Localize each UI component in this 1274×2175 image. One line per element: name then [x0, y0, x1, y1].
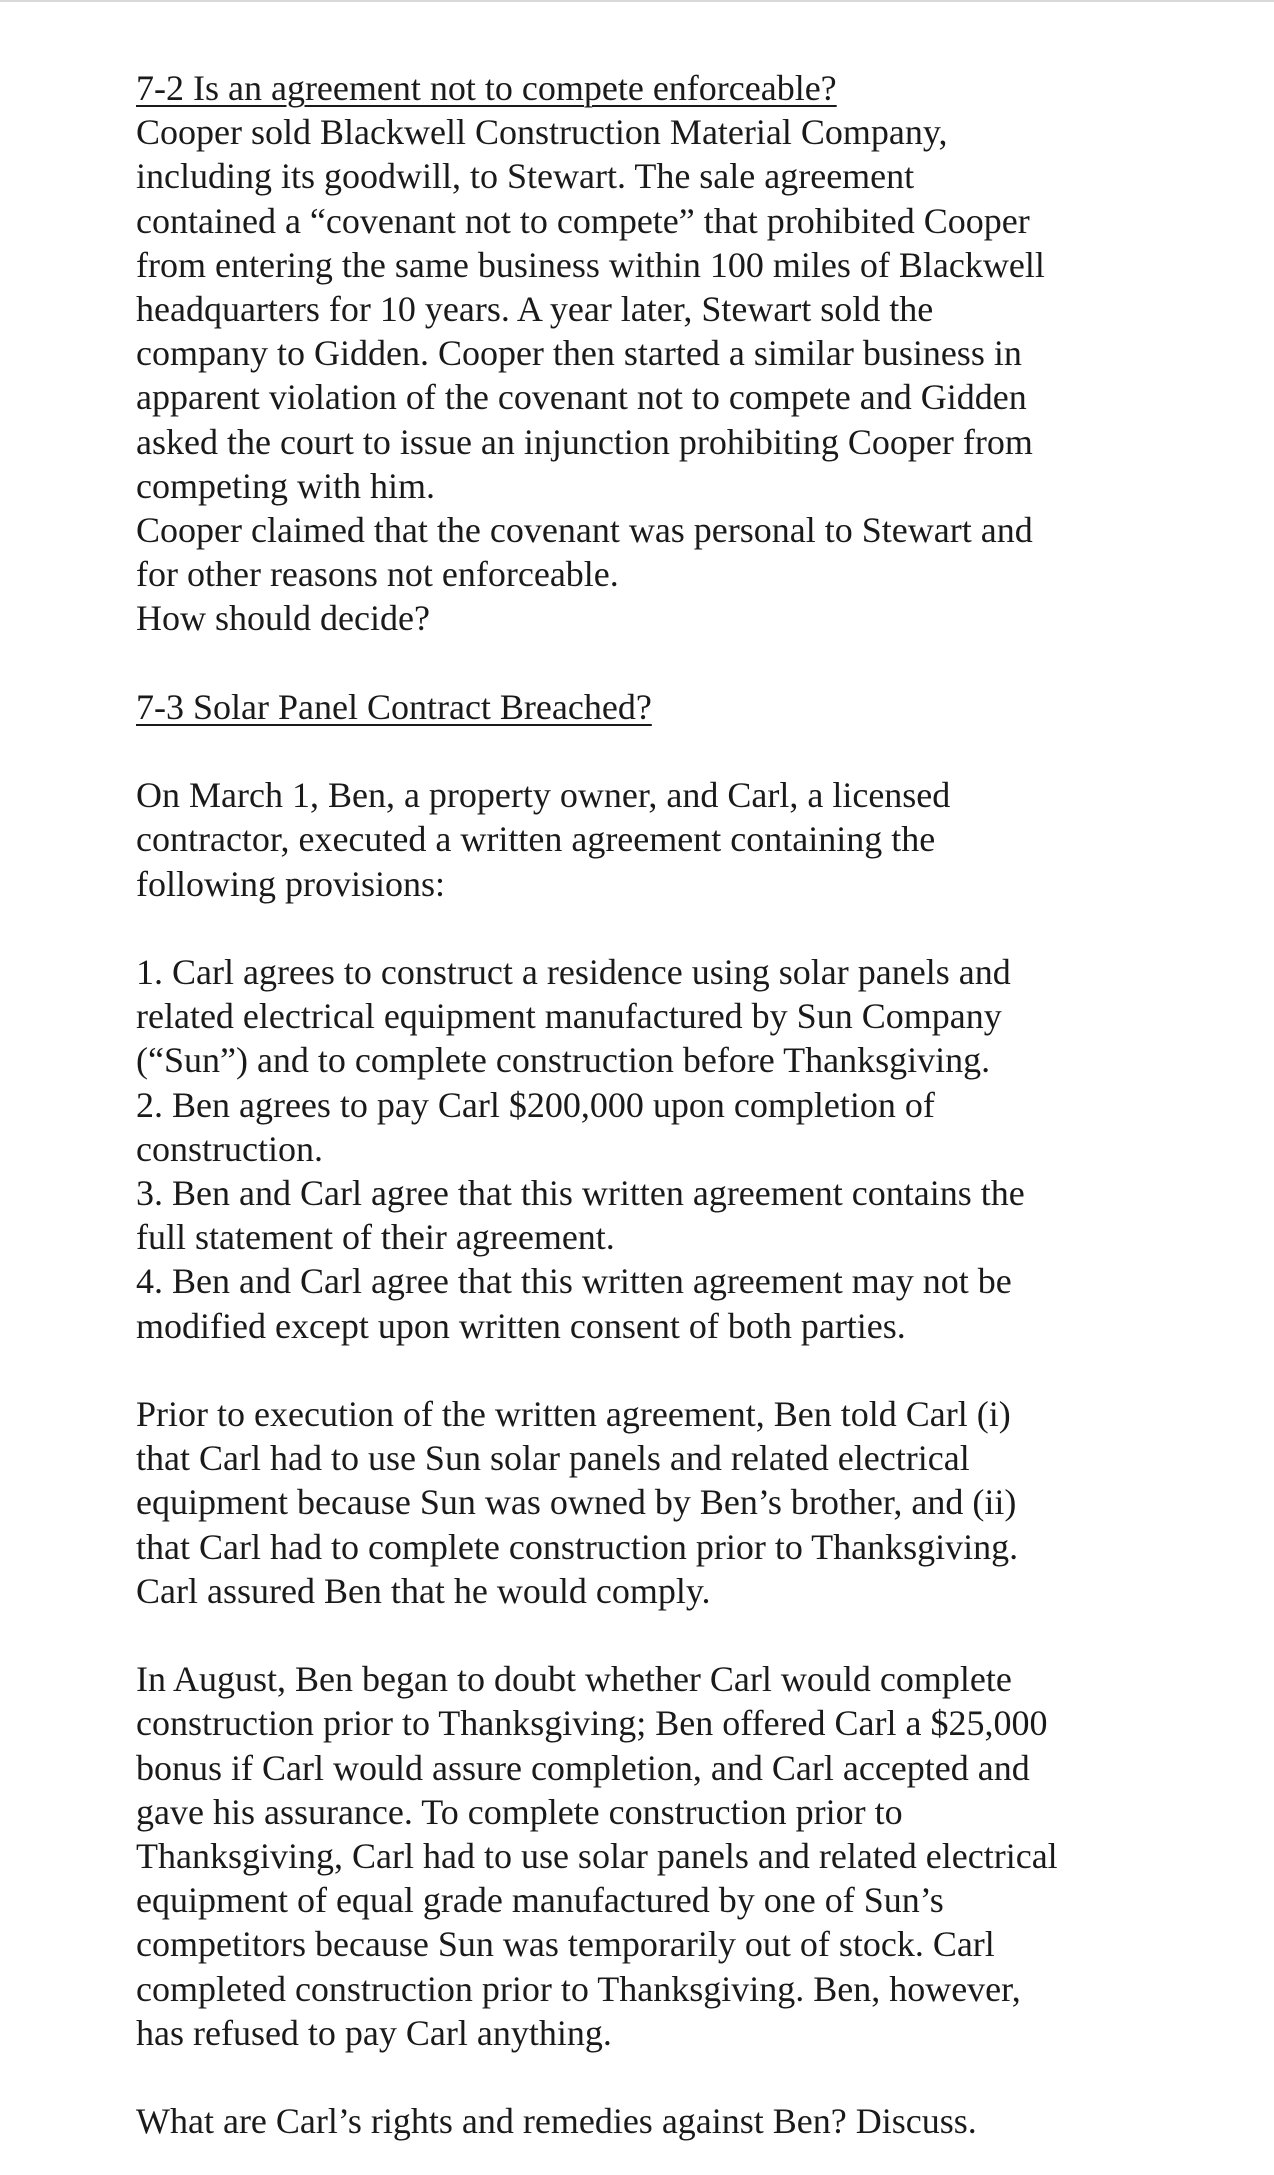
- paragraph-spacer: [136, 906, 1146, 950]
- paragraph-spacer: [136, 1348, 1146, 1392]
- problem-7-3-heading: 7-3 Solar Panel Contract Breached?: [136, 686, 652, 727]
- provision-item: 3. Ben and Carl agree that this written agreement contains the full statement of their agreement.: [136, 1173, 1025, 1258]
- problem-7-3: [136, 685, 1146, 2144]
- problem-7-2: [136, 66, 1146, 641]
- paragraph-spacer: [136, 641, 1146, 685]
- prior-statements-paragraph: Prior to execution of the written agreement, Ben told Carl (i) that Carl had to use Sun solar panels and related electrical equipment because Sun was owned by Ben’s brother, and (ii) that Carl had to complete construction prior to Thanksgiving. Carl assured Ben that he would comply.: [136, 1394, 1019, 1611]
- provision-item: 2. Ben agrees to pay Carl $200,000 upon completion of construction.: [136, 1084, 935, 1169]
- provision-item: 1. Carl agrees to construct a residence using solar panels and related electrical equipment manufactured by Sun Company (“Sun”) and to complete construction before Thanksgiving.: [136, 952, 1011, 1081]
- problem-7-2-facts: Cooper sold Blackwell Construction Material Company, including its goodwill, to Stewart. The sale agreement contained a “covenant not to compete” that prohibited Cooper from entering the same business within 100 miles of Blackwell headquarters for 10 years. A year later, Stewart sold the company to Gidden. Cooper then started a similar business in apparent violation of the covenant not to compete and Gidden asked the court to issue an injunction prohibiting Cooper from competing with him.: [136, 112, 1045, 506]
- problem-7-2-question: How should decide?: [136, 598, 430, 639]
- paragraph-spacer: [136, 1613, 1146, 1657]
- paragraph-spacer: [136, 729, 1146, 773]
- provisions-list: [136, 950, 1146, 1348]
- document-body: [136, 66, 1146, 2143]
- problem-7-2-heading: 7-2 Is an agreement not to compete enforceable?: [136, 68, 837, 108]
- problem-7-3-intro: On March 1, Ben, a property owner, and Carl, a licensed contractor, executed a written agreement containing the following provisions:: [136, 775, 951, 904]
- top-divider: [0, 0, 1274, 2]
- provision-item: 4. Ben and Carl agree that this written agreement may not be modified except upon written consent of both parties.: [136, 1261, 1012, 1346]
- problem-7-2-claim: Cooper claimed that the covenant was personal to Stewart and for other reasons not enforceable.: [136, 510, 1033, 595]
- paragraph-spacer: [136, 2055, 1146, 2099]
- august-events-paragraph: In August, Ben began to doubt whether Carl would complete construction prior to Thanksgiving; Ben offered Carl a $25,000 bonus if Carl would assure completion, and Carl accepted and gave his assurance. To complete construction prior to Thanksgiving, Carl had to use solar panels and related electrical equipment of equal grade manufactured by one of Sun’s competitors because Sun was temporarily out of stock. Carl completed construction prior to Thanksgiving. Ben, however, has refused to pay Carl anything.: [136, 1659, 1058, 2053]
- problem-7-3-question: What are Carl’s rights and remedies against Ben? Discuss.: [136, 2101, 977, 2142]
